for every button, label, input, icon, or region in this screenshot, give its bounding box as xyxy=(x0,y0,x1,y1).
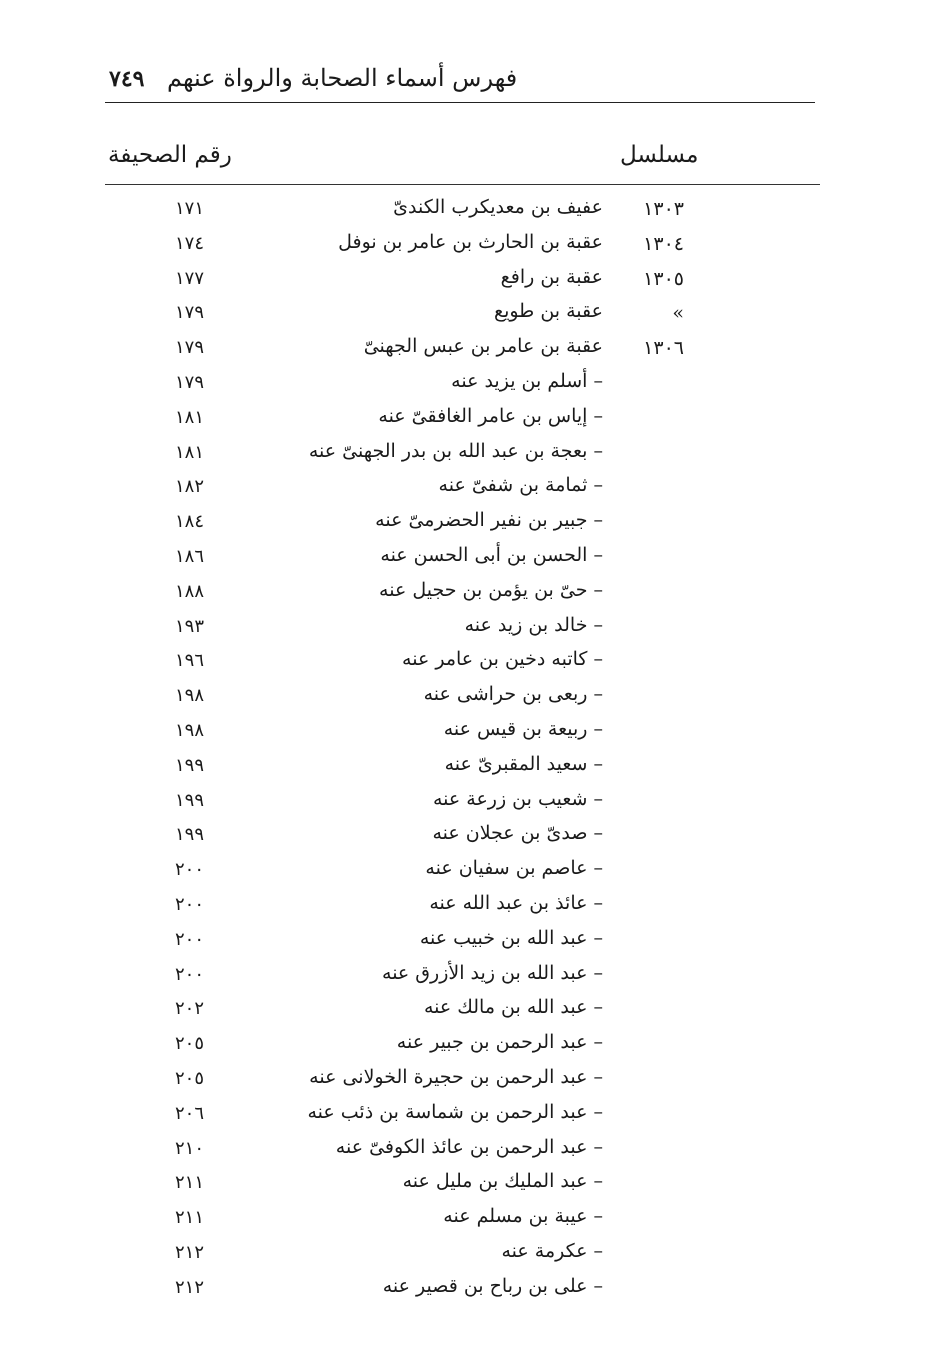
entry-page: ٢١١ xyxy=(174,1207,204,1229)
entry-name: – حىّ بن يؤمن بن حجيل عنه xyxy=(379,578,603,601)
index-entry xyxy=(0,507,939,542)
entry-page: ١٨١ xyxy=(174,406,204,428)
entry-name: عقبة بن رافع xyxy=(500,265,603,288)
entry-name: – عاصم بن سفيان عنه xyxy=(425,857,603,880)
entry-name: – عبد الله بن خبيب عنه xyxy=(419,926,603,949)
entry-page: ١٧٩ xyxy=(174,302,204,324)
header-rule xyxy=(105,102,815,103)
entry-name: – عبد الرحمن بن عائذ الكوفىّ عنه xyxy=(335,1135,603,1158)
entry-page: ٢٠٠ xyxy=(174,928,204,950)
entry-name: – عبد الرحمن بن شماسة بن ذئب عنه xyxy=(307,1100,603,1123)
entry-name: عقبة بن طويع xyxy=(493,300,603,323)
index-entry xyxy=(0,298,939,333)
entry-page: ١٨٤ xyxy=(174,511,204,533)
entry-page: ٢١٢ xyxy=(174,1241,204,1263)
entry-page: ١٧٩ xyxy=(174,337,204,359)
index-entry xyxy=(0,960,939,995)
entry-serial: ١٣٠٥ xyxy=(643,267,684,290)
entry-name: عقبة بن عامر بن عبس الجهنىّ xyxy=(363,335,603,358)
entry-page: ١٧١ xyxy=(174,198,204,219)
index-entries xyxy=(0,194,939,1308)
index-entry xyxy=(0,403,939,438)
entry-page: ٢١٢ xyxy=(174,1276,204,1298)
index-entry xyxy=(0,194,939,229)
index-entry xyxy=(0,925,939,960)
entry-page: ١٨١ xyxy=(174,441,204,463)
entry-page: ١٩٦ xyxy=(174,650,204,672)
column-header-rule xyxy=(105,184,820,185)
entry-serial: ١٣٠٤ xyxy=(643,232,684,255)
index-entry xyxy=(0,229,939,264)
index-entry xyxy=(0,681,939,716)
entry-name: – عبد الرحمن بن حجيرة الخولانى عنه xyxy=(309,1065,603,1088)
entry-serial: » xyxy=(672,302,684,325)
entry-name: – ثمامة بن شفىّ عنه xyxy=(438,474,603,497)
entry-name: – أسلم بن يزيد عنه xyxy=(451,369,603,392)
entry-name: عقبة بن الحارث بن عامر بن نوفل xyxy=(338,230,603,253)
entry-name: – عبد الله بن زيد الأزرق عنه xyxy=(382,961,603,984)
entry-page: ١٩٩ xyxy=(174,824,204,846)
index-entry xyxy=(0,646,939,681)
entry-page: ٢١٠ xyxy=(174,1137,204,1159)
entry-name: – الحسن بن أبى الحسن عنه xyxy=(380,543,603,566)
index-entry xyxy=(0,264,939,299)
entry-page: ٢٠٦ xyxy=(174,1102,204,1124)
index-entry xyxy=(0,368,939,403)
entry-page: ٢١١ xyxy=(174,1172,204,1194)
index-entry xyxy=(0,1134,939,1169)
index-entry xyxy=(0,855,939,890)
index-entry xyxy=(0,1273,939,1308)
index-entry xyxy=(0,751,939,786)
index-entry xyxy=(0,1064,939,1099)
entry-name: – بعجة بن عبد الله بن بدر الجهنىّ عنه xyxy=(308,439,603,462)
entry-page: ١٩٨ xyxy=(174,719,204,741)
entry-page: ٢٠٠ xyxy=(174,859,204,881)
entry-page: ١٨٨ xyxy=(174,580,204,602)
entry-page: ٢٠٠ xyxy=(174,963,204,985)
index-entry xyxy=(0,1029,939,1064)
entry-name: – عبد المليك بن مليل عنه xyxy=(402,1170,603,1193)
entry-name: – إياس بن عامر الغافقىّ عنه xyxy=(378,404,603,427)
entry-page: ١٧٤ xyxy=(174,232,204,254)
index-entry xyxy=(0,820,939,855)
index-entry xyxy=(0,994,939,1029)
page-column-header: رقم الصحيفة xyxy=(108,142,232,168)
entry-page: ٢٠٠ xyxy=(174,893,204,915)
serial-column-header: مسلسل xyxy=(620,142,699,168)
page-number: ٧٤٩ xyxy=(109,66,145,92)
entry-page: ٢٠٥ xyxy=(174,1033,204,1055)
entry-name: – عائذ بن عبد الله عنه xyxy=(429,891,603,914)
entry-name: – عبد الرحمن بن جبير عنه xyxy=(396,1031,603,1054)
entry-name: – شعيب بن زرعة عنه xyxy=(432,787,603,810)
index-entry xyxy=(0,472,939,507)
index-entry xyxy=(0,786,939,821)
index-entry xyxy=(0,1168,939,1203)
index-entry xyxy=(0,716,939,751)
entry-page: ١٨٢ xyxy=(174,476,204,498)
entry-name: – صدىّ بن عجلان عنه xyxy=(432,822,603,845)
entry-page: ١٨٦ xyxy=(174,545,204,567)
index-entry xyxy=(0,1099,939,1134)
entry-page: ١٩٨ xyxy=(174,685,204,707)
index-entry xyxy=(0,1238,939,1273)
entry-page: ٢٠٥ xyxy=(174,1067,204,1089)
entry-page: ١٩٩ xyxy=(174,789,204,811)
entry-page: ١٧٧ xyxy=(174,267,204,289)
entry-name: – ربيعة بن قيس عنه xyxy=(443,717,603,740)
entry-name: – عيبة بن مسلم عنه xyxy=(443,1205,603,1228)
entry-page: ١٧٩ xyxy=(174,371,204,393)
entry-name: – خالد بن زيد عنه xyxy=(464,613,603,636)
entry-serial: ١٣٠٣ xyxy=(643,198,684,220)
index-entry xyxy=(0,542,939,577)
entry-page: ١٩٩ xyxy=(174,754,204,776)
entry-name: – على بن رباح بن قصير عنه xyxy=(382,1274,603,1297)
entry-name: – ربعى بن حراشى عنه xyxy=(423,683,603,706)
index-entry xyxy=(0,333,939,368)
entry-page: ١٩٣ xyxy=(174,615,204,637)
page-title: فهرس أسماء الصحابة والرواة عنهم xyxy=(167,64,518,92)
entry-serial: ١٣٠٦ xyxy=(643,337,684,360)
index-entry xyxy=(0,1203,939,1238)
entry-name: عفيف بن معديكرب الكندىّ xyxy=(393,196,603,218)
index-entry xyxy=(0,438,939,473)
index-entry xyxy=(0,612,939,647)
entry-page: ٢٠٢ xyxy=(174,998,204,1020)
index-entry xyxy=(0,577,939,612)
entry-name: – جبير بن نفير الحضرمىّ عنه xyxy=(375,509,603,532)
entry-name: – عبد الله بن مالك عنه xyxy=(423,996,603,1019)
entry-name: – سعيد المقبرىّ عنه xyxy=(444,752,603,775)
index-entry xyxy=(0,890,939,925)
entry-name: – كاتبه دخين بن عامر عنه xyxy=(402,648,603,671)
running-head xyxy=(105,62,815,102)
entry-name: – عكرمة عنه xyxy=(501,1239,603,1262)
